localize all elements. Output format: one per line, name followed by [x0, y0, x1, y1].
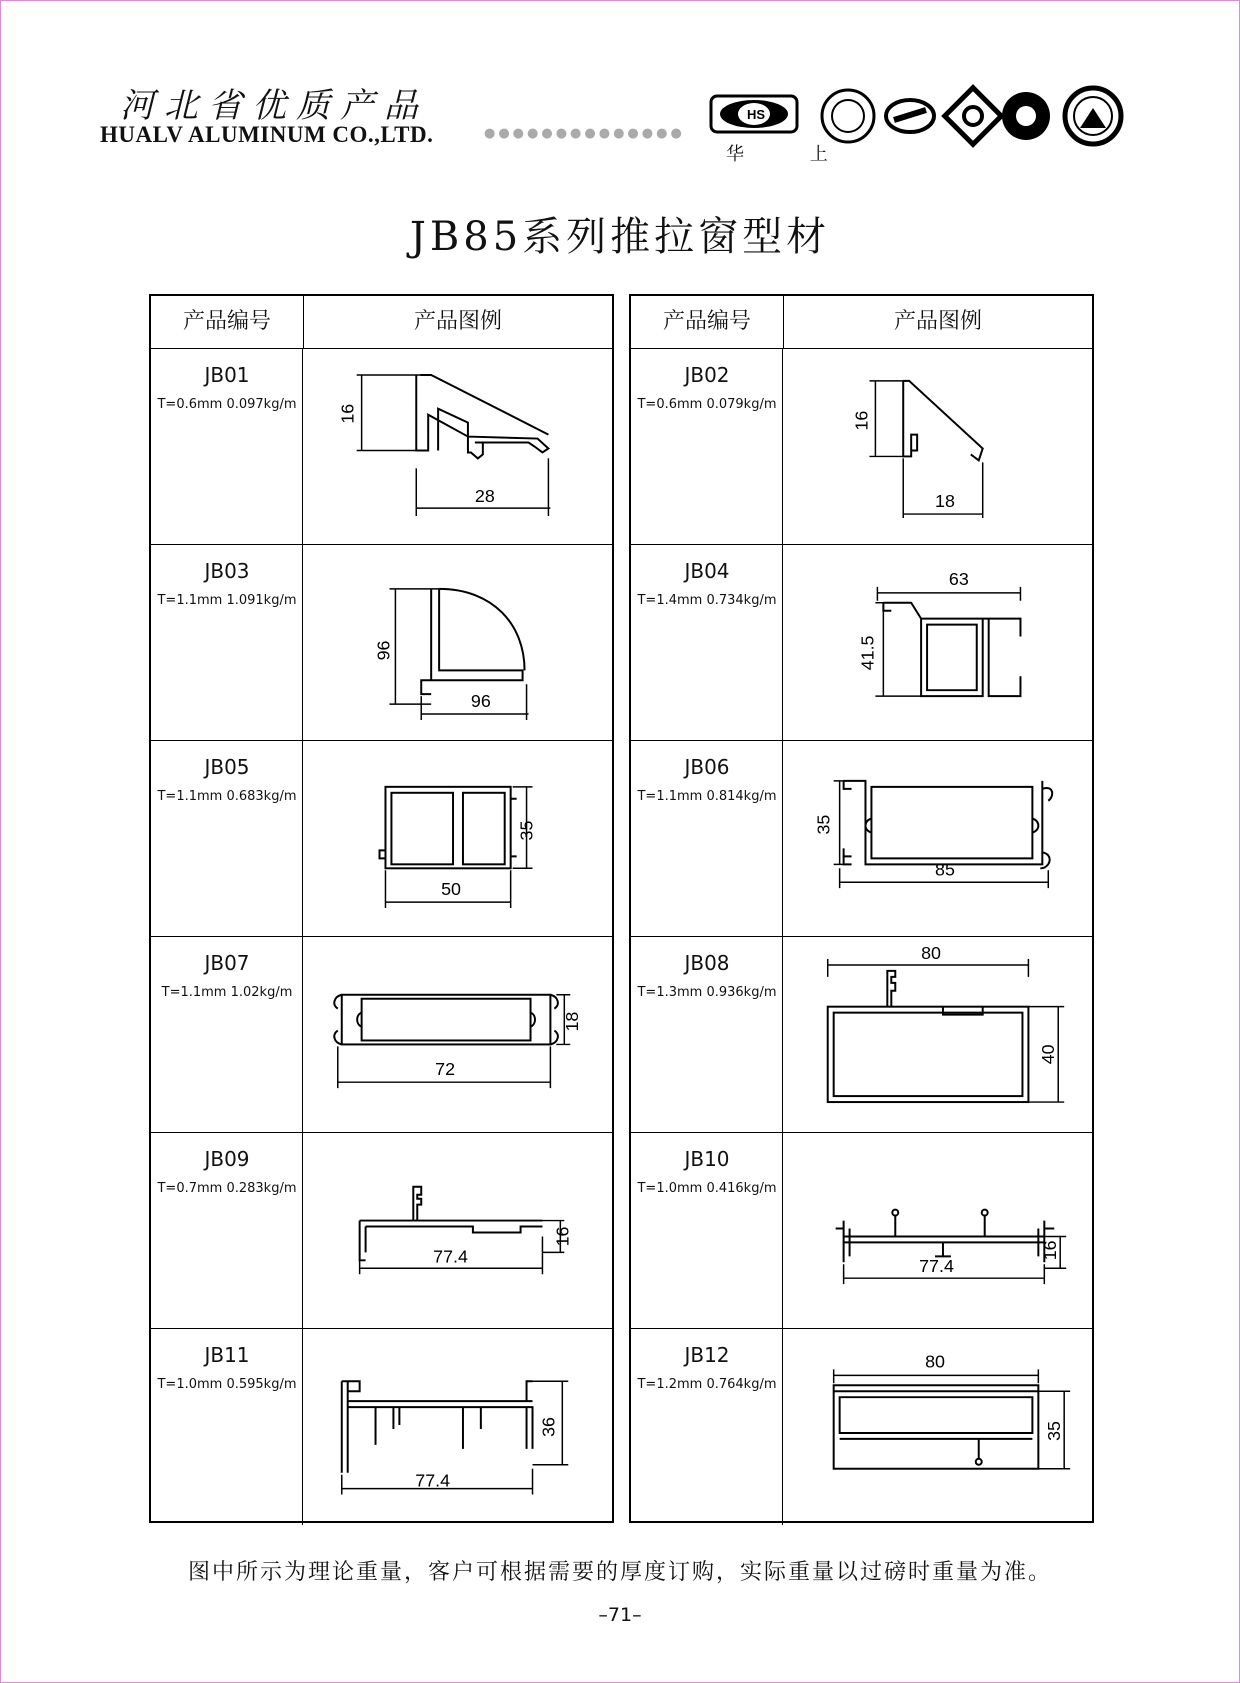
brand-logo-icon — [711, 96, 797, 132]
product-code: JB02 — [684, 363, 730, 387]
dim-label: 16 — [851, 410, 872, 431]
profile-drawing — [304, 741, 612, 936]
profile-drawing — [784, 741, 1092, 936]
dot-divider: ●●●●●●●●●●●●●● — [484, 126, 685, 141]
product-spec: T=1.0mm 0.595kg/m — [157, 1377, 297, 1392]
globe-logo-icon — [1002, 92, 1050, 140]
product-code: JB09 — [204, 1147, 250, 1171]
dim-label: 35 — [1044, 1421, 1065, 1441]
dim-label: 72 — [435, 1059, 456, 1080]
page-title: JB85系列推拉窗型材 — [409, 214, 831, 260]
product-code: JB08 — [684, 951, 730, 975]
dim-label: 18 — [935, 491, 955, 512]
dim-label: 40 — [1038, 1044, 1059, 1065]
product-spec: T=1.1mm 0.814kg/m — [637, 789, 777, 804]
figure-column-header: 产品图例 — [413, 309, 502, 334]
dim-label: 85 — [935, 859, 955, 880]
company-name: HUALV ALUMINUM CO.,LTD. — [100, 122, 434, 147]
dim-label: 77.4 — [433, 1246, 468, 1267]
code-column-header: 产品编号 — [151, 296, 304, 348]
product-code: JB11 — [204, 1343, 250, 1367]
product-code: JB01 — [204, 363, 250, 387]
product-spec: T=1.2mm 0.764kg/m — [637, 1377, 777, 1392]
table-row — [631, 741, 1092, 937]
product-code: JB07 — [204, 951, 250, 975]
brand-caption: 华 上 — [726, 144, 858, 165]
profile-drawing — [304, 1133, 612, 1328]
dim-label: 35 — [516, 820, 537, 841]
table-row — [151, 1329, 612, 1525]
profile-drawing — [304, 1329, 612, 1525]
dim-label: 18 — [562, 1011, 583, 1032]
dim-label: 80 — [925, 1351, 945, 1372]
oval-logo-icon — [886, 100, 934, 132]
product-code: JB04 — [684, 559, 730, 583]
table-row — [151, 545, 612, 741]
table-header — [151, 296, 612, 349]
dim-label: 96 — [470, 691, 491, 712]
table-row — [151, 349, 612, 545]
dim-label: 16 — [1040, 1240, 1061, 1261]
product-spec: T=1.3mm 0.936kg/m — [637, 985, 777, 1000]
table-row — [631, 1133, 1092, 1329]
product-spec: T=0.6mm 0.097kg/m — [157, 397, 297, 412]
product-spec: T=0.7mm 0.283kg/m — [157, 1181, 297, 1196]
product-code: JB10 — [684, 1147, 730, 1171]
dim-label: 28 — [474, 486, 495, 507]
product-code: JB03 — [204, 559, 250, 583]
product-spec: T=1.1mm 1.02kg/m — [161, 985, 293, 1000]
product-spec: T=1.4mm 0.734kg/m — [637, 593, 777, 608]
profile-drawing — [304, 349, 612, 544]
page-number: –71– — [598, 1604, 642, 1626]
table-row — [631, 1329, 1092, 1525]
profile-drawing — [784, 545, 1092, 740]
table-row — [151, 741, 612, 937]
table-row — [631, 937, 1092, 1133]
dim-label: 50 — [441, 879, 462, 900]
product-code: JB12 — [684, 1343, 730, 1367]
figure-column-header: 产品图例 — [893, 309, 982, 334]
product-spec: T=1.0mm 0.416kg/m — [637, 1181, 777, 1196]
dim-label: 80 — [921, 942, 942, 963]
dim-label: 36 — [538, 1417, 559, 1437]
dim-label: 35 — [813, 814, 834, 835]
profile-table-right — [629, 294, 1094, 1523]
profile-drawing — [304, 545, 612, 740]
profile-table-left — [149, 294, 614, 1523]
dim-label: 16 — [337, 403, 358, 424]
product-spec: T=1.1mm 1.091kg/m — [157, 593, 297, 608]
table-header — [631, 296, 1092, 349]
profile-drawing — [784, 937, 1092, 1132]
profile-drawing — [784, 1329, 1092, 1525]
product-code: JB05 — [204, 755, 250, 779]
svg-text:HS: HS — [747, 107, 766, 122]
profile-drawing — [304, 937, 612, 1132]
product-code: JB06 — [684, 755, 730, 779]
code-column-header: 产品编号 — [631, 296, 784, 348]
product-spec: T=1.1mm 0.683kg/m — [157, 789, 297, 804]
dim-label: 63 — [948, 568, 969, 589]
seal-logo-icon — [822, 90, 874, 142]
header-title-cn: 河北省优质产品 — [120, 86, 428, 126]
dim-label: 96 — [373, 640, 394, 661]
knot-logo-icon — [945, 88, 1002, 145]
weight-note: 图中所示为理论重量，客户可根据需要的厚度订购，实际重量以过磅时重量为准。 — [187, 1560, 1052, 1585]
table-row — [151, 1133, 612, 1329]
product-spec: T=0.6mm 0.079kg/m — [637, 397, 777, 412]
table-row — [631, 545, 1092, 741]
dim-label: 77.4 — [919, 1256, 954, 1277]
dim-label: 41.5 — [857, 635, 878, 671]
profile-drawing — [784, 349, 1092, 544]
profile-drawing — [784, 1133, 1092, 1328]
table-row — [631, 349, 1092, 545]
table-row — [151, 937, 612, 1133]
quality-logo-icon — [1065, 88, 1121, 144]
dim-label: 77.4 — [415, 1470, 451, 1491]
dim-label: 16 — [552, 1226, 573, 1247]
